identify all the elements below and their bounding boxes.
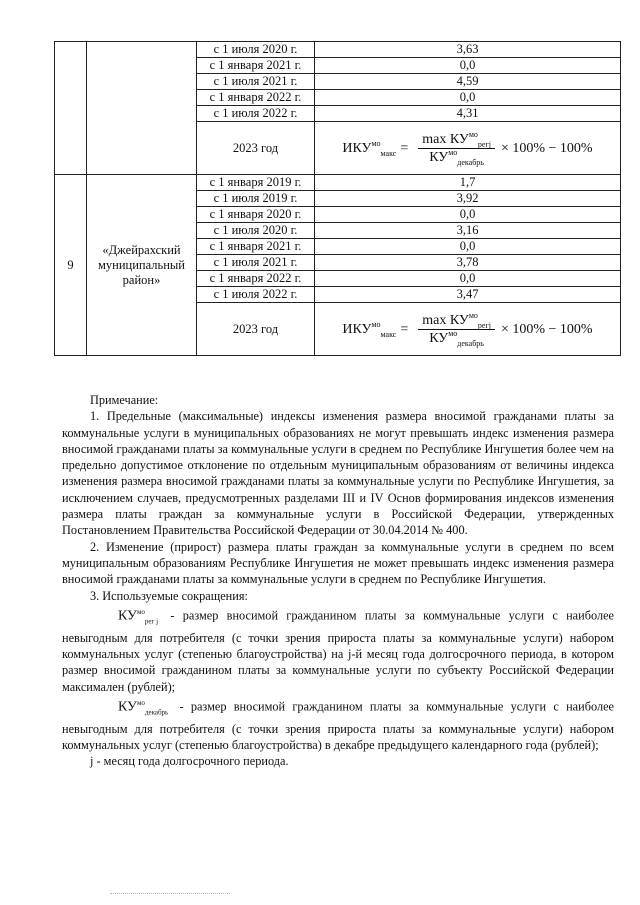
date-cell: с 1 июля 2022 г. (197, 106, 315, 122)
note-paragraph: 2. Изменение (прирост) размера платы граждан за коммунальные услуги в среднем по всем муниципальным образованиям Республике Ингушетия не может превышать индекс изменения размера вносимой гражданами платы за коммунальные услуги в среднем по Республике Ингушетия. (62, 539, 614, 587)
notes-section (62, 392, 614, 769)
abbreviation-ku-december: $КУ^{мо}_{декабрь}$ - размер вносимой гражданином платы за коммунальные услуги с наиболее невыгодным для потребителя (с точки зрения прироста платы за коммунальные услуги) набором коммунальных услуг (степенью благоустройства) в декабре предыдущего календарного года (рублей); (62, 695, 614, 753)
formula-cell (315, 303, 621, 356)
note-paragraph: j - месяц года долгосрочного периода. (90, 754, 289, 769)
year-cell: 2023 год (197, 303, 315, 356)
number-cell (55, 42, 87, 175)
value-cell: 3,78 (315, 255, 621, 271)
formula-fraction: $\frac{\max КУ^{мо}_{регj}}{КУ^{мо}_{декабрь}}$ (418, 132, 495, 165)
number-cell: 9 (55, 175, 87, 356)
municipality-cell (87, 42, 197, 175)
note-paragraph: 1. Предельные (максимальные) индексы изменения размера вносимой гражданами платы за коммунальные услуги в муниципальных образованиях не могут превышать индекс изменения размера вносимой гражданами платы за коммунальные услуги в среднем по Республике Ингушетия более чем на предельно допустимое отклонение по отдельным муниципальным образованиям от величины индекса изменения размера вносимой гражданами платы за коммунальные услуги по Республике Ингушетия, за исключением случаев, предусмотренных разделами III и IV Основ формирования индексов изменения размера платы граждан за коммунальные услуги в Российской Федерации, утвержденных Постановлением Правительства Российской Федерации от 30.04.2014 № 400. (62, 409, 614, 538)
date-cell: с 1 января 2022 г. (197, 271, 315, 287)
index-table (54, 41, 621, 356)
value-cell: 3,47 (315, 287, 621, 303)
value-cell: 1,7 (315, 175, 621, 191)
value-cell: 4,59 (315, 74, 621, 90)
value-cell: 0,0 (315, 58, 621, 74)
value-cell: 0,0 (315, 90, 621, 106)
abbreviation-ku-reg: $КУ^{мо}_{рег j}$ - размер вносимой гражданином платы за коммунальные услуги с наиболее невыгодным для потребителя (с точки зрения прироста платы за коммунальные услуги) набором коммунальных услуг (степенью благоустройства) на j-й месяц года долгосрочного периода, в котором размер вносимой гражданином платы за коммунальные услуги по субъекту Российской Федерации максимален (рублей); (62, 604, 614, 695)
date-cell: с 1 июля 2020 г. (197, 42, 315, 58)
iku-symbol: $ИКУ^{мо}_{макс}$ (342, 319, 397, 339)
value-cell: 0,0 (315, 239, 621, 255)
note-paragraph: 3. Используемые сокращения: (90, 588, 248, 603)
date-cell: с 1 января 2019 г. (197, 175, 315, 191)
iku-formula: $ИКУ^{мо}_{макс}$ = $\frac{\max КУ^{мо}_{регj}}{КУ^{мо}_{декабрь}}$ × 100% − 100% (342, 310, 593, 348)
date-cell: с 1 июля 2022 г. (197, 287, 315, 303)
ku-december-symbol: $КУ^{мо}_{декабрь}$ (118, 698, 169, 717)
date-cell: с 1 января 2021 г. (197, 58, 315, 74)
value-cell: 3,16 (315, 223, 621, 239)
table-row (55, 175, 621, 191)
value-cell: 3,92 (315, 191, 621, 207)
notes-heading: Примечание: (90, 393, 159, 407)
formula-cell (315, 122, 621, 175)
iku-formula: $ИКУ^{мо}_{макс}$ = $\frac{\max КУ^{мо}_{регj}}{КУ^{мо}_{декабрь}}$ × 100% − 100% (342, 129, 593, 167)
municipality-name: «Джейрахский муниципальный район» (87, 175, 197, 356)
value-cell: 0,0 (315, 207, 621, 223)
date-cell: с 1 января 2020 г. (197, 207, 315, 223)
date-cell: с 1 января 2021 г. (197, 239, 315, 255)
scan-artifact-line (110, 893, 230, 897)
value-cell: 4,31 (315, 106, 621, 122)
value-cell: 0,0 (315, 271, 621, 287)
ku-reg-symbol: $КУ^{мо}_{рег j}$ (118, 607, 159, 626)
date-cell: с 1 июля 2020 г. (197, 223, 315, 239)
date-cell: с 1 января 2022 г. (197, 90, 315, 106)
date-cell: с 1 июля 2021 г. (197, 255, 315, 271)
value-cell: 3,63 (315, 42, 621, 58)
table-row (55, 42, 621, 58)
formula-fraction: $\frac{\max КУ^{мо}_{регj}}{КУ^{мо}_{декабрь}}$ (418, 313, 495, 346)
iku-symbol: $ИКУ^{мо}_{макс}$ (342, 138, 397, 158)
year-cell: 2023 год (197, 122, 315, 175)
date-cell: с 1 июля 2019 г. (197, 191, 315, 207)
date-cell: с 1 июля 2021 г. (197, 74, 315, 90)
